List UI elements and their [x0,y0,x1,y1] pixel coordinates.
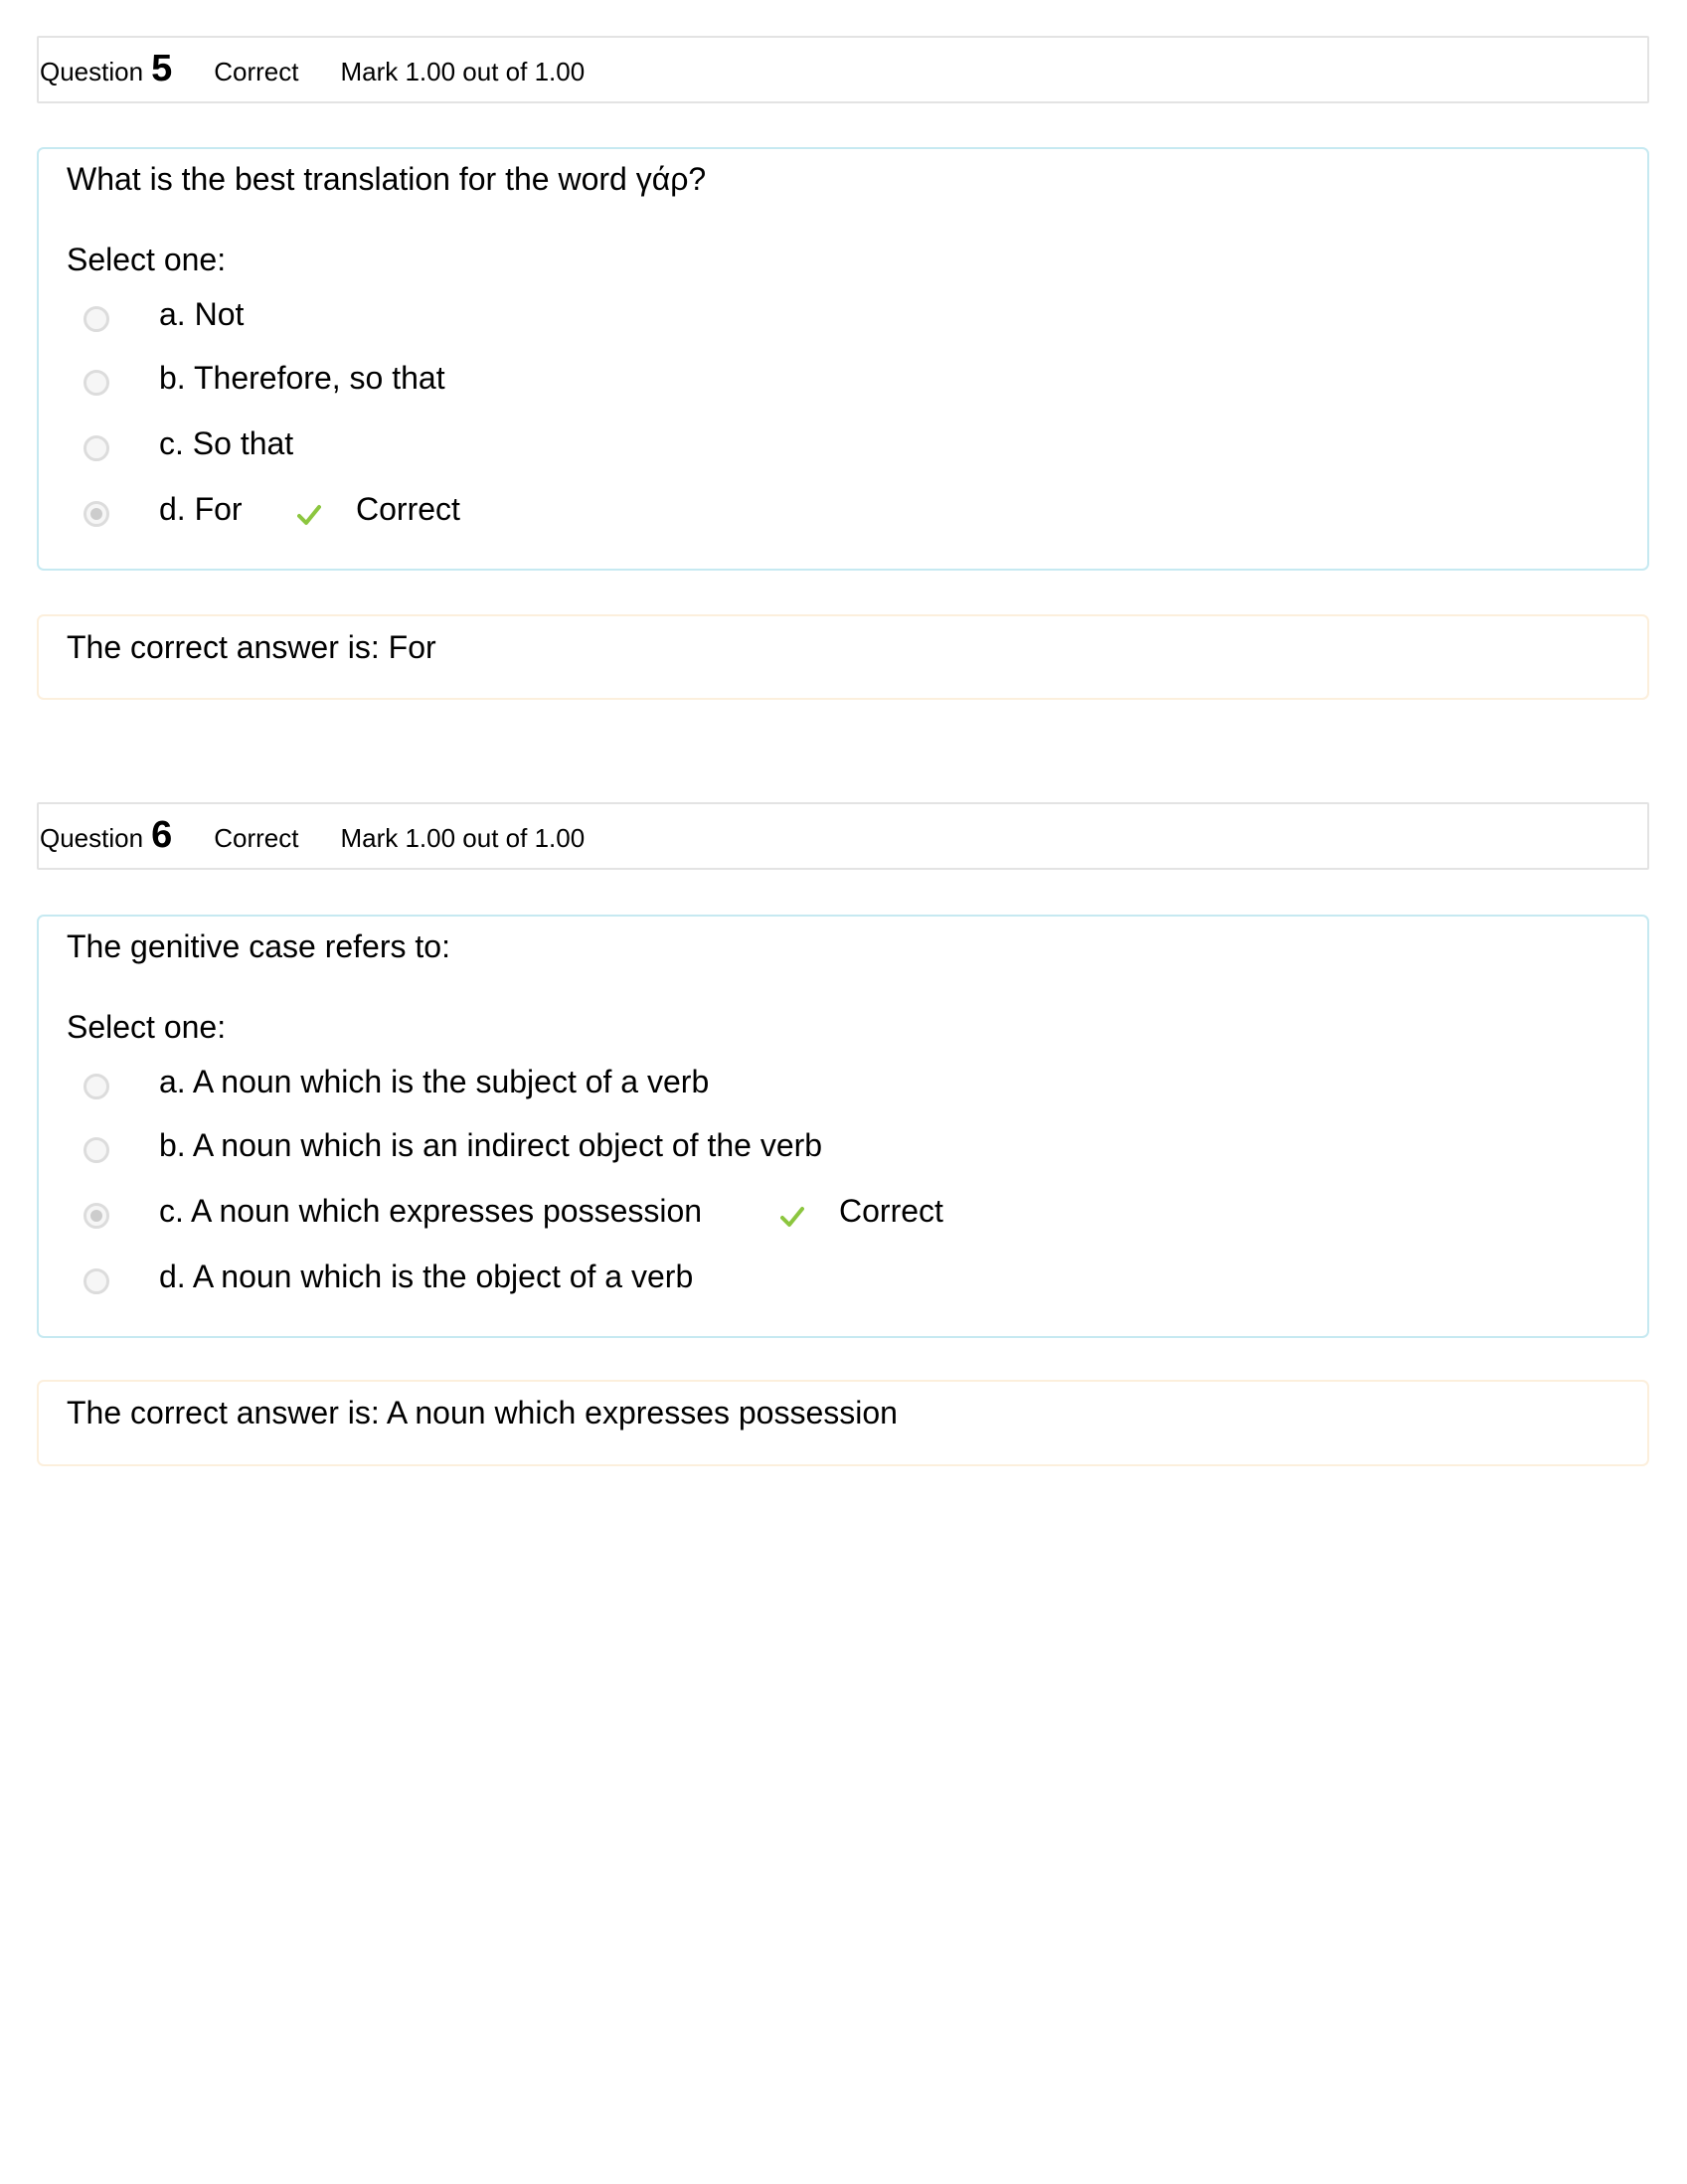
question-label: Question [40,823,144,853]
option-label: d. A noun which is the object of a verb [159,1259,694,1294]
option-label: a. A noun which is the subject of a verb [159,1064,710,1099]
option-label: c. A noun which expresses possession [159,1193,703,1229]
question-mark: Mark 1.00 out of 1.00 [340,823,586,853]
question-6-header [37,802,1649,870]
option-label: c. So that [159,425,294,461]
select-one-prompt: Select one: [67,1009,227,1045]
answer-option-b[interactable] [39,360,1647,410]
correct-answer-text: The correct answer is: A noun which expresses possession [67,1395,898,1430]
result-label: Correct [356,491,460,527]
radio-button[interactable] [84,370,109,396]
answer-option-d[interactable] [39,491,1647,541]
answer-option-c[interactable] [39,425,1647,475]
answer-option-a[interactable] [39,1064,1647,1113]
option-label: b. Therefore, so that [159,360,445,396]
answer-option-a[interactable] [39,296,1647,346]
question-number: 6 [151,814,173,856]
check-icon [297,503,321,527]
question-text: The genitive case refers to: [67,928,450,964]
question-6-feedback [37,1380,1649,1466]
question-5-content [37,147,1649,571]
answer-option-b[interactable] [39,1127,1647,1177]
question-text: What is the best translation for the word γάρ? [67,161,707,197]
question-5-feedback [37,614,1649,700]
radio-button-selected[interactable] [84,1203,109,1229]
question-state: Correct [214,823,299,853]
option-label: b. A noun which is an indirect object of the verb [159,1127,823,1163]
answer-option-c[interactable] [39,1193,1647,1243]
question-6-content [37,915,1649,1338]
radio-button[interactable] [84,306,109,332]
option-label: a. Not [159,296,245,332]
question-5-header [37,36,1649,103]
question-number: 5 [151,48,173,89]
radio-button[interactable] [84,1268,109,1294]
radio-button[interactable] [84,435,109,461]
radio-button[interactable] [84,1137,109,1163]
radio-button-selected[interactable] [84,501,109,527]
answer-option-d[interactable] [39,1259,1647,1308]
select-one-prompt: Select one: [67,242,227,277]
result-label: Correct [839,1193,943,1229]
radio-button[interactable] [84,1074,109,1099]
option-label: d. For [159,491,243,527]
correct-answer-text: The correct answer is: For [67,629,436,665]
question-state: Correct [214,57,299,86]
question-label: Question [40,57,144,86]
check-icon [780,1205,804,1229]
question-mark: Mark 1.00 out of 1.00 [340,57,586,86]
